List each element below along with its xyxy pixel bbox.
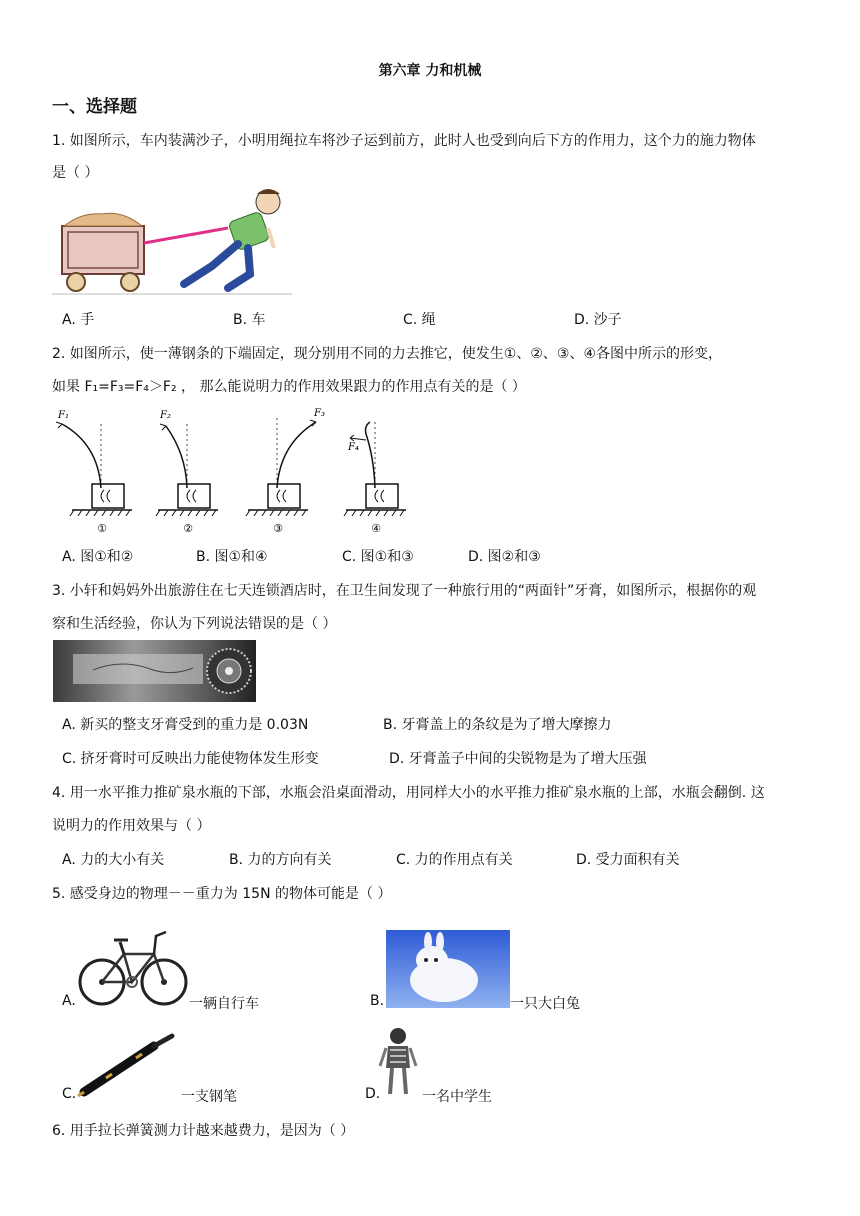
question-4-option-a: A. 力的大小有关 [62,852,165,868]
toothpaste-photo [53,640,256,702]
question-5-option-c-text: 一支钢笔 [181,1089,237,1105]
question-2-option-b: B. 图①和④ [196,549,268,565]
question-3-option-a: A. 新买的整支牙膏受到的重力是 0.03N [62,717,309,733]
page-title: 第六章 力和机械 [378,63,482,79]
figure-number-4: ④ [371,522,381,535]
question-3-option-c: C. 挤牙膏时可反映出力能使物体发生形变 [62,751,319,767]
force-label-1: F₁ [58,410,69,421]
question-3-option-d: D. 牙膏盖子中间的尖锐物是为了增大压强 [389,751,647,767]
figure-panel-2 [156,410,218,535]
figure-number-1: ① [97,522,107,535]
question-4-option-c: C. 力的作用点有关 [396,852,513,868]
question-5-option-a-text: 一辆自行车 [189,996,259,1012]
question-5-line-1: 5. 感受身边的物理－－重力为 15N 的物体可能是（ ） [52,886,392,902]
question-4-line-2: 说明力的作用效果与（ ） [52,818,211,834]
figure-panel-3 [246,408,325,535]
question-1-option-b: B. 车 [233,312,266,328]
figure-number-2: ② [183,522,193,535]
fountain-pen-picture [76,1032,180,1098]
question-3-option-b: B. 牙膏盖上的条纹是为了增大摩擦力 [383,717,612,733]
question-5-option-d-text: 一名中学生 [422,1089,492,1105]
question-5-option-a-letter: A. [62,993,76,1009]
question-1-option-d: D. 沙子 [574,312,622,328]
question-4-line-1: 4. 用一水平推力推矿泉水瓶的下部，水瓶会沿桌面滑动，用同样大小的水平推力推矿泉水瓶的上部，水瓶会翻倒. 这 [52,785,765,801]
question-3-line-1: 3. 小轩和妈妈外出旅游住在七天连锁酒店时，在卫生间发现了一种旅行用的“两面针”牙膏，如图所示，根据你的观 [52,583,757,599]
question-4-option-d: D. 受力面积有关 [576,852,680,868]
bicycle-picture [78,914,188,1008]
force-label-4: F₄ [348,442,359,453]
question-2-line-1: 2. 如图所示，使一薄钢条的下端固定，现分别用不同的力去推它，使发生①、②、③、④各图中所示的形变， [52,346,723,362]
steel-strip-figure [52,404,422,542]
section-heading: 一、选择题 [52,97,137,117]
force-label-2: F₂ [160,410,171,421]
question-1-line-2: 是（ ） [52,165,99,181]
question-2-option-a: A. 图①和② [62,549,134,565]
figure-panel-4 [344,422,406,535]
student-picture [378,1026,418,1100]
question-5-option-b-letter: B. [370,993,385,1009]
question-1-line-1: 1. 如图所示，车内装满沙子，小明用绳拉车将沙子运到前方，此时人也受到向后下方的作用力，这个力的施力物体 [52,133,756,149]
question-6-line-1: 6. 用手拉长弹簧测力计越来越费力，是因为（ ） [52,1123,355,1139]
question-1-option-a: A. 手 [62,312,95,328]
question-3-line-2: 察和生活经验，你认为下列说法错误的是（ ） [52,616,337,632]
question-1-option-c: C. 绳 [403,312,436,328]
figure-panel-1 [56,410,132,535]
question-2-option-c: C. 图①和③ [342,549,414,565]
white-rabbit-picture [386,930,510,1008]
force-label-3: F₃ [314,408,325,419]
question-4-option-b: B. 力的方向有关 [229,852,332,868]
question-2-option-d: D. 图②和③ [468,549,541,565]
question-5-option-d-letter: D. [365,1086,381,1102]
cart-pulling-figure [52,188,297,300]
question-5-option-b-text: 一只大白兔 [510,996,580,1012]
figure-number-3: ③ [273,522,283,535]
question-5-option-c-letter: C. [62,1086,77,1102]
question-2-line-2: 如果 F₁=F₃=F₄＞F₂ ， 那么能说明力的作用效果跟力的作用点有关的是（ ） [52,379,526,395]
